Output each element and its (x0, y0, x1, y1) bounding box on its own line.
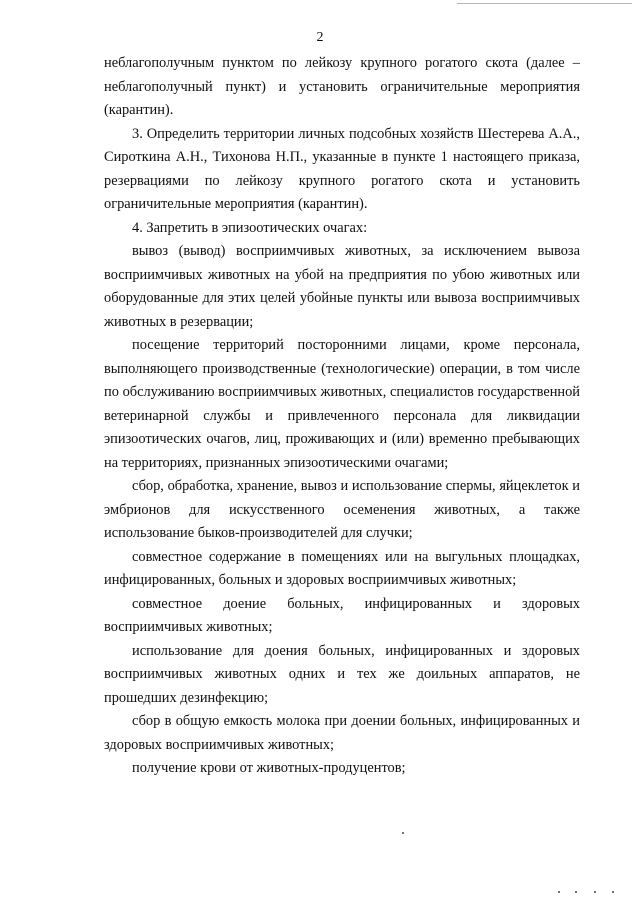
paragraph-item-4-heading: 4. Запретить в эпизоотических очагах: (132, 219, 368, 236)
prohibition-visits: посещение территорий посторонними лицами, кроме персонала, выполняющего производственные (технологические) операции, в том числе по обслуживанию восприимчивых животных, специалистов государственной ветеринарной службы и привлеченного персонала для ликвидации эпизоотических очагов, лиц, проживающих и (или) временно пребывающих на территориях, признанных эпизоотическими очагами; (104, 337, 580, 471)
prohibition-milking-equipment: использование для доения больных, инфицированных и здоровых восприимчивых животных одних и тех же доильных аппаратов, не прошедших дезинфекцию; (104, 642, 580, 706)
scan-speck (402, 832, 404, 834)
prohibition-milk-collection: сбор в общую емкость молока при доении больных, инфицированных и здоровых восприимчивых животных; (104, 713, 580, 753)
prohibition-blood: получение крови от животных-продуцентов; (132, 760, 406, 776)
prohibition-semen: сбор, обработка, хранение, вывоз и использование спермы, яйцеклеток и эмбрионов для искусственного осеменения животных, а также использование быков-производителей для случки; (104, 478, 580, 541)
scan-speck (612, 891, 614, 893)
scan-edge-line (457, 3, 632, 4)
paragraph-item-3: 3. Определить территории личных подсобных хозяйств Шестерева А.А., Сироткина А.Н., Тихонова Н.П., указанные в пункте 1 настоящего приказа, резервациями по лейкозу крупного рогатого скота и установить ограничительные мероприятия (карантин). (104, 125, 580, 212)
prohibition-joint-milking: совместное доение больных, инфицированных и здоровых восприимчивых животных; (104, 595, 580, 635)
document-body (104, 52, 580, 781)
scan-speck (558, 891, 560, 893)
scan-speck (575, 891, 577, 893)
page-number: 2 (316, 30, 324, 45)
paragraph-continuation: неблагополучным пунктом по лейкозу крупного рогатого скота (далее – неблагополучный пункт) и установить ограничительные мероприятия (карантин). (104, 55, 580, 118)
scan-speck (594, 891, 596, 893)
prohibition-joint-keeping: совместное содержание в помещениях или на выгульных площадках, инфицированных, больных и здоровых восприимчивых животных; (104, 548, 580, 588)
prohibition-export: вывоз (вывод) восприимчивых животных, за исключением вывоза восприимчивых животных на убой на предприятия по убою животных или оборудованные для этих целей убойные пункты или вывоза восприимчивых животных в резервации; (104, 243, 580, 330)
